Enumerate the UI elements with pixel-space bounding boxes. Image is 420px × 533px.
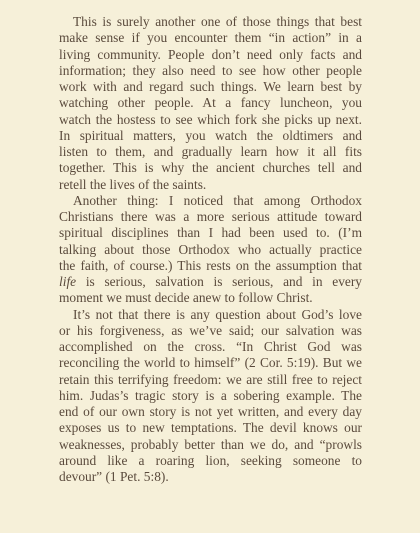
text-line: watch the hostess to see which fork she picks up next.	[59, 111, 362, 127]
text-line: living community. People don’t need only facts and	[59, 46, 362, 62]
text-line: talking about those Orthodox who actually practice	[59, 241, 362, 257]
text-line: devour” (1 Pet. 5:8).	[59, 469, 169, 484]
text-line-rest: is serious, salvation is serious, and in every	[85, 274, 362, 289]
text-line: Another thing: I noticed that among Orthodox	[73, 192, 362, 208]
text-line: spiritual disciplines than I had been used to. (I’m	[59, 225, 362, 241]
text-line: around like a roaring lion, seeking someone to	[59, 452, 362, 468]
text-line: make sense if you encounter them “in action” in a	[59, 30, 362, 46]
text-line: listen to them, and gradually learn how it all fits	[59, 144, 362, 159]
text-line: retain this terrifying freedom: we are still free to reject	[59, 371, 362, 387]
paragraph-1	[59, 14, 362, 193]
text-line: It’s not that there is any question about God’s love	[73, 306, 362, 322]
text-line: reconciling the world to himself” (2 Cor. 5:19). But we	[59, 355, 362, 371]
text-line: information; they also need to see how other people	[59, 62, 362, 78]
text-line: accomplished on the cross. “In Christ God was	[59, 339, 362, 354]
text-line: retell the lives of the saints.	[59, 176, 207, 192]
text-line: moment we must decide anew to follow Christ.	[59, 290, 313, 306]
text-line: him. Judas’s tragic story is a sobering example. The	[59, 387, 362, 403]
italic-word: life	[59, 274, 77, 289]
text-line: This is surely another one of those things that best	[73, 14, 362, 29]
text-line: end of our own story is not yet written, and every day	[59, 404, 362, 419]
text-line-with-italic	[59, 274, 362, 290]
text-line: Christians there was a more serious attitude toward	[59, 209, 362, 224]
text-line: the faith, of course.) This rests on the assumption that	[59, 257, 362, 273]
text-line: work with and regard such things. We learn best by	[59, 79, 362, 94]
text-line: or his forgiveness, as we’ve said; our salvation was	[59, 322, 362, 338]
text-line: exposes us to new temptations. The devil knows our	[59, 420, 362, 436]
paragraph-3	[59, 307, 362, 486]
book-page-text	[59, 14, 362, 485]
text-line: In spiritual matters, you watch the oldtimers and	[59, 127, 362, 143]
paragraph-2	[59, 193, 362, 307]
text-line: watching other people. At a fancy luncheon, you	[59, 95, 362, 111]
text-line: together. This is why the ancient churches tell and	[59, 160, 362, 176]
text-line: weaknesses, probably better than we do, and “prowls	[59, 436, 362, 452]
